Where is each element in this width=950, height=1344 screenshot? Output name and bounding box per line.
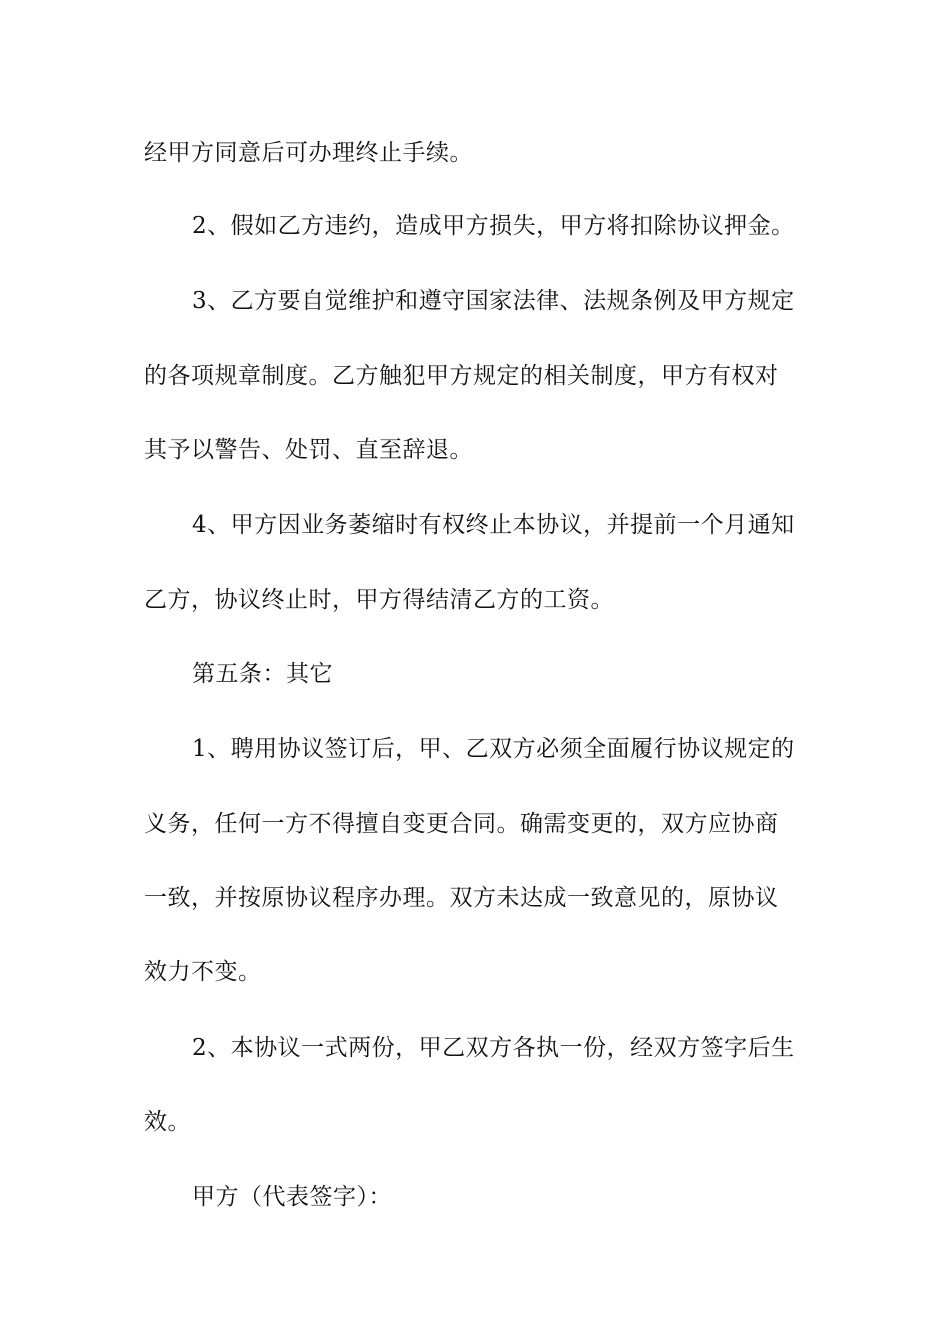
text-line: 3、乙方要自觉维护和遵守国家法律、法规条例及甲方规定 [192, 288, 795, 314]
signature-label: 甲方（代表签字）： [192, 1184, 392, 1210]
text-line: 效力不变。 [144, 959, 262, 985]
text-line: 其予以警告、处罚、直至辞退。 [144, 437, 473, 463]
text-line: 2、本协议一式两份，甲乙双方各执一份，经双方签字后生 [192, 1035, 795, 1061]
text-line: 1、聘用协议签订后，甲、乙双方必须全面履行协议规定的 [192, 736, 795, 762]
section-heading: 第五条：其它 [192, 661, 333, 687]
text-line: 经甲方同意后可办理终止手续。 [144, 140, 473, 166]
text-line: 效。 [144, 1109, 191, 1135]
text-line: 一致，并按原协议程序办理。双方未达成一致意见的，原协议 [144, 885, 779, 911]
text-line: 义务，任何一方不得擅自变更合同。确需变更的，双方应协商 [144, 811, 779, 837]
text-line: 的各项规章制度。乙方触犯甲方规定的相关制度，甲方有权对 [144, 363, 779, 389]
text-line: 2、假如乙方违约，造成甲方损失，甲方将扣除协议押金。 [192, 213, 795, 239]
text-line: 4、甲方因业务萎缩时有权终止本协议，并提前一个月通知 [192, 512, 795, 538]
text-line: 乙方，协议终止时，甲方得结清乙方的工资。 [144, 587, 614, 613]
